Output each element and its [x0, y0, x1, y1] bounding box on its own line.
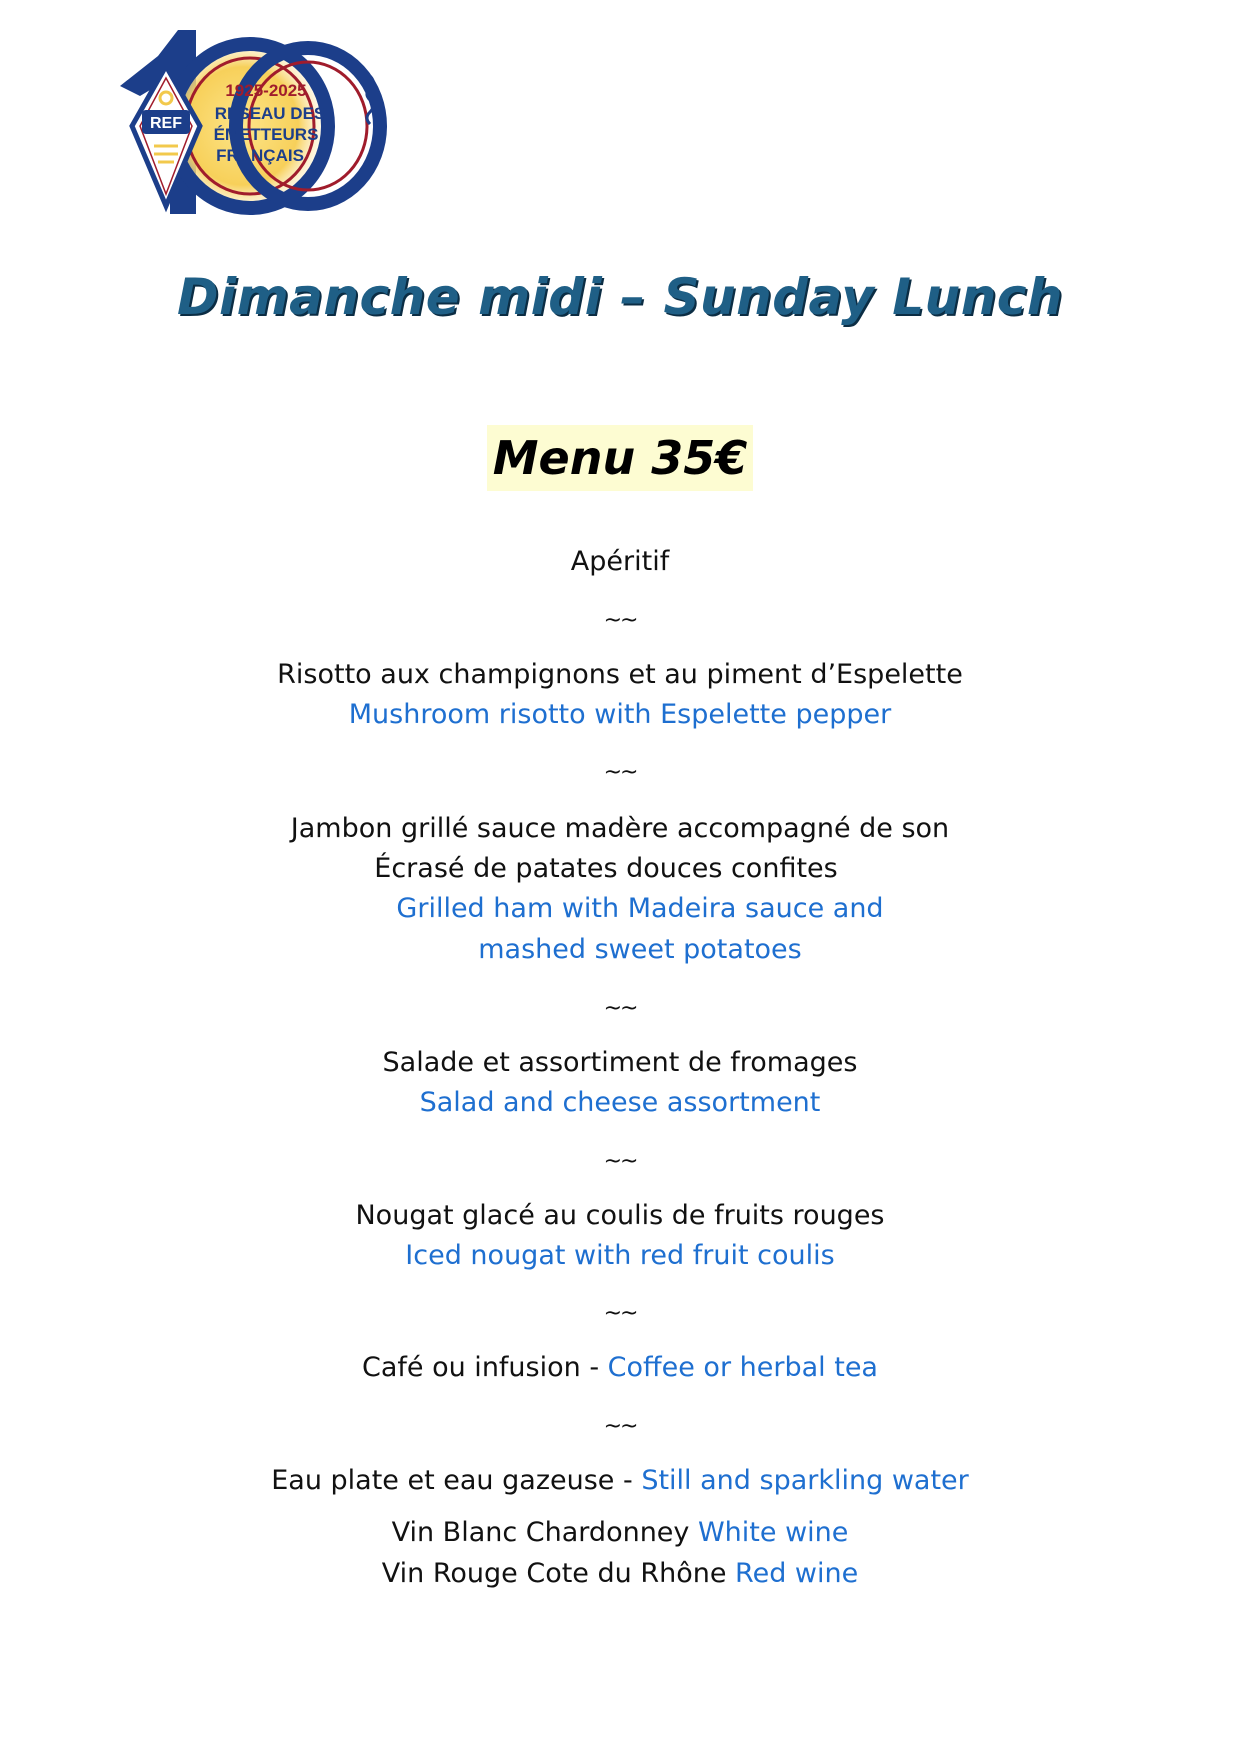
menu-price: Menu 35€	[487, 425, 754, 491]
separator: ~~	[603, 996, 637, 1021]
logo-badge-text: REF	[150, 115, 182, 132]
cheese-en: Salad and cheese assortment	[419, 1087, 821, 1118]
logo-org-line3: FRANÇAIS	[216, 146, 304, 165]
coffee-en: Coffee or herbal tea	[607, 1352, 878, 1383]
separator: ~~	[603, 608, 637, 633]
separator: ~~	[603, 1414, 637, 1439]
red-wine-en: Red wine	[735, 1558, 859, 1589]
page-title: Dimanche midi – Sunday Lunch	[176, 268, 1064, 326]
cheese-fr: Salade et assortiment de fromages	[382, 1047, 858, 1078]
water-fr: Eau plate et eau gazeuse -	[271, 1465, 642, 1496]
coffee-fr: Café ou infusion -	[362, 1352, 608, 1383]
coffee-line	[0, 1351, 1240, 1385]
main-fr-line1: Jambon grillé sauce madère accompagné de son	[290, 813, 950, 844]
separator: ~~	[603, 1301, 637, 1326]
starter-en: Mushroom risotto with Espelette pepper	[348, 699, 892, 730]
red-wine-fr: Vin Rouge Cote du Rhône	[381, 1558, 736, 1589]
white-wine-line	[0, 1516, 1240, 1550]
white-wine-fr: Vin Blanc Chardonney	[391, 1517, 698, 1548]
starter-fr: Risotto aux champignons et au piment d’Espelette	[277, 659, 963, 690]
water-en: Still and sparkling water	[641, 1465, 969, 1496]
main-en-line2: mashed sweet potatoes	[478, 934, 802, 965]
ref-100-years-logo	[118, 26, 418, 226]
separator: ~~	[603, 1149, 637, 1174]
main-en-line1: Grilled ham with Madeira sauce and	[396, 893, 884, 924]
aperitif: Apéritif	[570, 546, 670, 577]
water-line	[0, 1464, 1240, 1498]
main-fr-line2: Écrasé de patates douces confites	[374, 853, 838, 884]
logo-years: 1925-2025	[225, 81, 307, 100]
dessert-en: Iced nougat with red fruit coulis	[405, 1240, 835, 1271]
logo-org-line2: ÉMETTEURS	[213, 125, 319, 144]
red-wine-line	[0, 1557, 1240, 1591]
separator: ~~	[603, 760, 637, 785]
dessert-fr: Nougat glacé au coulis de fruits rouges	[355, 1200, 885, 1231]
white-wine-en: White wine	[697, 1517, 849, 1548]
logo-org-line1: RÉSEAU DES	[214, 104, 326, 123]
